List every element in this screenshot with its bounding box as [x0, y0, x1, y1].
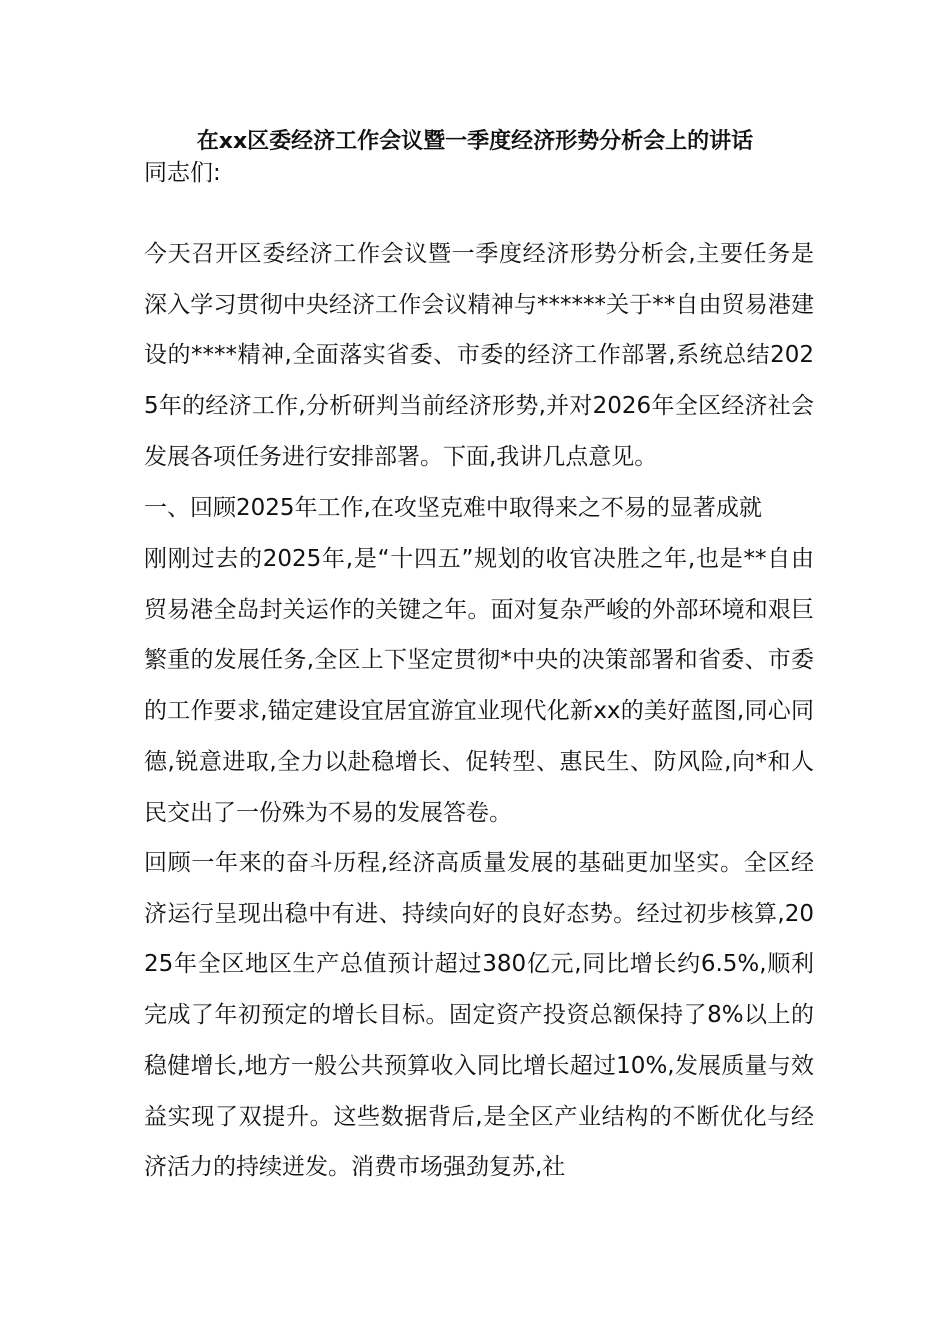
greeting: 同志们:	[144, 160, 221, 186]
paragraph-review: 刚刚过去的2025年,是“十四五”规划的收官决胜之年,也是**自由贸易港全岛封关运作的关键之年。面对复杂严峻的外部环境和艰巨繁重的发展任务,全区上下坚定贯彻*中央的决策部署和省委、市委的工作要求,锚定建设宜居宜游宜业现代化新xx的美好蓝图,同心同德,锐意进取,全力以赴稳增长、促转型、惠民生、防风险,向*和人民交出了一份殊为不易的发展答卷。	[144, 546, 814, 826]
section-heading-1: 一、回顾2025年工作,在攻坚克难中取得来之不易的显著成就	[144, 495, 762, 521]
paragraph-economy: 回顾一年来的奋斗历程,经济高质量发展的基础更加坚实。全区经济运行呈现出稳中有进、持续向好的良好态势。经过初步核算,2025年全区地区生产总值预计超过380亿元,同比增长约6.5%,顺利完成了年初预定的增长目标。固定资产投资总额保持了8%以上的稳健增长,地方一般公共预算收入同比增长超过10%,发展质量与效益实现了双提升。这些数据背后,是全区产业结构的不断优化与经济活力的持续迸发。消费市场强劲复苏,社	[144, 850, 814, 1181]
document-title: 在xx区委经济工作会议暨一季度经济形势分析会上的讲话	[196, 129, 754, 154]
paragraph-intro: 今天召开区委经济工作会议暨一季度经济形势分析会,主要任务是深入学习贯彻中央经济工作会议精神与******关于**自由贸易港建设的****精神,全面落实省委、市委的经济工作部署,系统总结2025年的经济工作,分析研判当前经济形势,并对2026年全区经济社会发展各项任务进行安排部署。下面,我讲几点意见。	[144, 241, 814, 470]
